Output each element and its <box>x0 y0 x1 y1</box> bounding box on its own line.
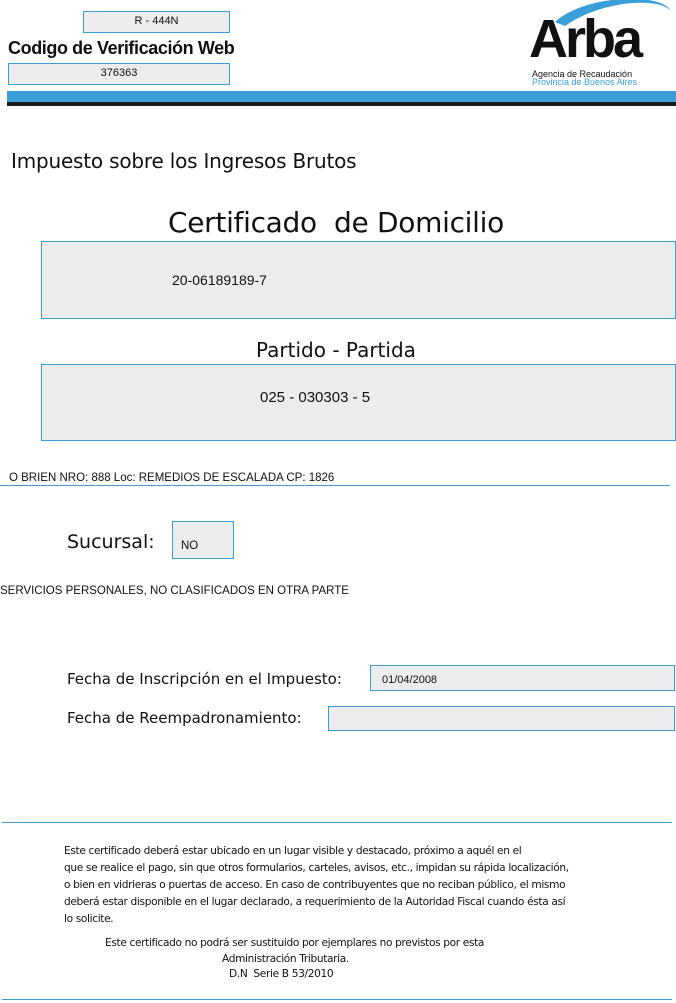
legal-line-3: o bien en vidrieras o puertas de acceso. En caso de contribuyentes que no reciban público, el mismo <box>64 879 566 891</box>
form-code: R - 444N <box>134 15 179 27</box>
legal-line-4: deberá estar disponible en el lugar declarado, a requerimiento de la Autoridad Fiscal cuando ésta así <box>64 896 566 908</box>
cuit-box <box>41 241 676 319</box>
partida-value: 025 - 030303 - 5 <box>260 389 371 406</box>
partida-box <box>41 364 676 441</box>
footer-line-1: Este certificado no podrá ser sustituido por ejemplares no previstos por esta <box>105 937 485 949</box>
legal-line-2: que se realice el pago, sin que otros formularios, carteles, avisos, etc., impidan su rápida localización, <box>64 862 569 874</box>
partido-label: Partido - Partida <box>256 338 416 362</box>
certificate-title: Certificado de Domicilio <box>168 206 504 239</box>
legal-line-5: lo solicite. <box>64 913 114 925</box>
arba-logo <box>525 0 675 90</box>
fecha-inscripcion-label: Fecha de Inscripción en el Impuesto: <box>67 670 342 688</box>
address-divider <box>0 485 670 486</box>
tax-title: Impuesto sobre los Ingresos Brutos <box>11 149 357 173</box>
activity: SERVICIOS PERSONALES, NO CLASIFICADOS EN OTRA PARTE <box>0 585 349 597</box>
verification-label: Codigo de Verificación Web <box>8 38 235 58</box>
logo-subtitle-1: Agencia de Recaudación <box>532 69 633 79</box>
legal-line-1: Este certificado deberá estar ubicado en un lugar visible y destacado, próximo a aquél en el <box>64 845 522 857</box>
legal-text <box>64 843 624 928</box>
address: O BRIEN NRO: 888 Loc: REMEDIOS DE ESCALADA CP: 1826 <box>9 472 335 484</box>
fecha-inscripcion-value: 01/04/2008 <box>382 674 438 686</box>
footer-line-2: Administración Tributaria. <box>222 953 349 965</box>
footer-line-3: D.N Serie B 53/2010 <box>229 968 334 980</box>
cuit-value: 20-06189189-7 <box>172 272 267 288</box>
bottom-divider <box>2 999 672 1000</box>
sucursal-label: Sucursal: <box>67 531 155 553</box>
verification-code: 376363 <box>100 67 138 79</box>
fecha-reempadronamiento-label: Fecha de Reempadronamiento: <box>67 709 302 727</box>
logo-name: Arba <box>529 9 641 69</box>
legal-divider <box>2 822 672 823</box>
verification-code-box <box>8 63 230 85</box>
sucursal-box <box>172 521 234 559</box>
logo-subtitle-2: Provincia de Buenos Aires <box>532 77 638 87</box>
header-bar <box>7 91 676 105</box>
fecha-reempadronamiento-box <box>328 706 675 731</box>
form-code-box <box>83 11 230 33</box>
sucursal-value: NO <box>181 540 199 552</box>
fecha-inscripcion-box <box>370 665 675 691</box>
